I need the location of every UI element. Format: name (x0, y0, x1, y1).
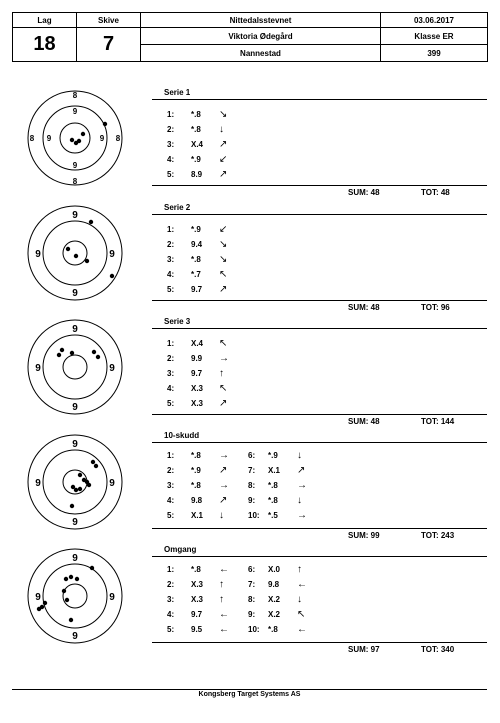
ring-label: 8 (29, 134, 35, 143)
series-total: TOT: 243 (421, 531, 455, 540)
shot-value: 9.8 (268, 580, 280, 589)
direction-arrow-icon: ↓ (297, 594, 302, 605)
series-total: TOT: 48 (421, 188, 450, 197)
ring-label: 9 (35, 592, 41, 603)
sum-divider (152, 185, 487, 186)
shot-number: 9: (248, 496, 256, 505)
event-date: 03.06.2017 (381, 13, 488, 28)
direction-arrow-icon: ↑ (219, 368, 224, 379)
ring-label: 9 (72, 439, 78, 450)
shot-hole (60, 348, 64, 352)
ring-label: 9 (35, 478, 41, 489)
shot-value: 9.5 (191, 625, 203, 634)
shot-value: *.8 (191, 255, 201, 264)
shot-value: 9.9 (191, 354, 203, 363)
shot-hole (110, 274, 114, 278)
direction-arrow-icon: ↙ (219, 224, 228, 235)
shot-number: 4: (167, 496, 175, 505)
shot-number: 8: (248, 481, 256, 490)
ring-label: 9 (72, 107, 78, 116)
shot-value: *.8 (268, 481, 278, 490)
direction-arrow-icon: ↙ (219, 154, 228, 165)
shot-number: 4: (167, 384, 175, 393)
shot-number: 5: (167, 285, 175, 294)
shot-number: 2: (167, 240, 175, 249)
shot-row (167, 609, 337, 621)
shot-value: *.8 (191, 565, 201, 574)
direction-arrow-icon: ← (219, 609, 229, 620)
shot-row (167, 450, 337, 462)
shot-hole (43, 601, 47, 605)
skive-label: Skive (77, 13, 141, 28)
shot-value: X.3 (191, 399, 204, 408)
event-name: Nittedalsstevnet (141, 13, 381, 28)
direction-arrow-icon: ↖ (219, 383, 228, 394)
series-title-underline (152, 556, 487, 557)
shot-row (167, 480, 337, 492)
shot-hole (66, 247, 70, 251)
ring-label: 9 (46, 134, 52, 143)
ring-label: 9 (72, 210, 78, 221)
skive-value: 7 (77, 28, 141, 62)
shot-hole (78, 473, 82, 477)
ring-label: 9 (72, 517, 78, 528)
footer-divider (12, 689, 487, 690)
ring-label: 9 (35, 363, 41, 374)
direction-arrow-icon: ↑ (297, 564, 302, 575)
shot-number: 6: (248, 565, 256, 574)
shot-number: 4: (167, 155, 175, 164)
direction-arrow-icon: ← (297, 624, 307, 635)
shot-hole (64, 577, 68, 581)
shot-number: 2: (167, 354, 175, 363)
shot-row (167, 564, 337, 576)
shot-value: X.4 (191, 140, 204, 149)
shot-number: 3: (167, 595, 175, 604)
series-title-underline (152, 328, 487, 329)
ring-label: 9 (109, 592, 115, 603)
shot-hole (81, 132, 85, 136)
direction-arrow-icon: ↗ (219, 169, 228, 180)
shot-number: 2: (167, 466, 175, 475)
shot-hole (87, 483, 91, 487)
direction-arrow-icon: → (297, 480, 307, 491)
shot-value: *.8 (191, 481, 201, 490)
shot-number: 6: (248, 451, 256, 460)
shooter-name: Viktoria Ødegård (141, 28, 381, 45)
shot-hole (89, 220, 93, 224)
ring-label: 9 (72, 553, 78, 564)
sum-divider (152, 528, 487, 529)
shot-value: 9.7 (191, 285, 203, 294)
shot-hole (69, 575, 73, 579)
shot-row (167, 495, 337, 507)
shot-hole (96, 355, 100, 359)
result-header (12, 12, 487, 61)
direction-arrow-icon: ↖ (297, 609, 306, 620)
direction-arrow-icon: ↓ (219, 510, 224, 521)
direction-arrow-icon: ↓ (219, 124, 224, 135)
shooter-club: Nannestad (141, 45, 381, 62)
shot-value: *.9 (268, 451, 278, 460)
series-total: TOT: 144 (421, 417, 455, 426)
shot-number: 5: (167, 625, 175, 634)
ring-label: 9 (72, 631, 78, 642)
shot-hole (70, 138, 74, 142)
ring-label: 9 (72, 161, 78, 170)
series-title: Serie 2 (164, 203, 191, 212)
shot-number: 1: (167, 110, 175, 119)
target-serie-1 (25, 88, 125, 188)
target-serie-2 (25, 203, 125, 303)
shot-number: 1: (167, 339, 175, 348)
series-block-10-skudd (152, 431, 487, 543)
shot-number: 1: (167, 565, 175, 574)
shot-number: 3: (167, 255, 175, 264)
target-omgang (25, 546, 125, 646)
direction-arrow-icon: → (219, 480, 229, 491)
direction-arrow-icon: ↗ (219, 398, 228, 409)
shot-hole (62, 589, 66, 593)
shot-hole (91, 460, 95, 464)
shot-row (167, 510, 337, 522)
target-10-skudd (25, 432, 125, 532)
ring-label: 9 (35, 249, 41, 260)
shot-row (167, 624, 337, 636)
shot-hole (74, 488, 78, 492)
direction-arrow-icon: ↘ (219, 239, 228, 250)
series-title-underline (152, 442, 487, 443)
shot-value: X.2 (268, 595, 281, 604)
series-title: 10-skudd (164, 431, 200, 440)
shot-row (167, 579, 337, 591)
ring-label: 9 (109, 363, 115, 374)
shot-value: *.7 (191, 270, 201, 279)
shot-hole (94, 464, 98, 468)
shot-number: 5: (167, 399, 175, 408)
series-total: TOT: 340 (421, 645, 455, 654)
direction-arrow-icon: ↓ (297, 495, 302, 506)
shot-hole (103, 122, 107, 126)
shot-number: 3: (167, 369, 175, 378)
shot-value: *.8 (191, 451, 201, 460)
direction-arrow-icon: ← (219, 564, 229, 575)
series-block-1 (152, 88, 487, 200)
shot-hole (85, 259, 89, 263)
shot-value: *.9 (191, 466, 201, 475)
shot-number: 8: (248, 595, 256, 604)
shot-value: 9.8 (191, 496, 203, 505)
ring-label: 8 (72, 91, 78, 100)
direction-arrow-icon: ↘ (219, 109, 228, 120)
shot-number: 3: (167, 140, 175, 149)
direction-arrow-icon: ↖ (219, 338, 228, 349)
lag-value: 18 (13, 28, 77, 62)
sum-divider (152, 300, 487, 301)
series-title-underline (152, 99, 487, 100)
shot-value: X.2 (268, 610, 281, 619)
series-sum: SUM: 48 (348, 303, 380, 312)
direction-arrow-icon: ↑ (219, 594, 224, 605)
direction-arrow-icon: ↗ (297, 465, 306, 476)
shot-number: 7: (248, 580, 256, 589)
direction-arrow-icon: → (219, 450, 229, 461)
shot-hole (78, 487, 82, 491)
series-sum: SUM: 97 (348, 645, 380, 654)
shot-number: 7: (248, 466, 256, 475)
shot-value: 8.9 (191, 170, 203, 179)
shot-row (167, 465, 337, 477)
shot-number: 5: (167, 511, 175, 520)
shot-value: 9.7 (191, 610, 203, 619)
direction-arrow-icon: ← (219, 624, 229, 635)
shot-number: 2: (167, 125, 175, 134)
shot-hole (37, 607, 41, 611)
sum-divider (152, 414, 487, 415)
series-block-3 (152, 317, 487, 429)
lag-label: Lag (13, 13, 77, 28)
direction-arrow-icon: ← (297, 579, 307, 590)
target-serie-3 (25, 317, 125, 417)
shot-number: 1: (167, 451, 175, 460)
ring-label: 9 (99, 134, 105, 143)
series-block-2 (152, 203, 487, 315)
direction-arrow-icon: → (219, 353, 229, 364)
shot-hole (70, 351, 74, 355)
shot-value: X.0 (268, 565, 281, 574)
shot-number: 10: (248, 625, 260, 634)
shot-value: *.5 (268, 511, 278, 520)
shot-number: 4: (167, 270, 175, 279)
series-title: Serie 3 (164, 317, 191, 326)
direction-arrow-icon: → (297, 510, 307, 521)
shot-hole (90, 566, 94, 570)
shot-value: X.3 (191, 384, 204, 393)
direction-arrow-icon: ↘ (219, 254, 228, 265)
shot-hole (70, 504, 74, 508)
shot-number: 1: (167, 225, 175, 234)
series-block-omgang (152, 545, 487, 657)
series-total: TOT: 96 (421, 303, 450, 312)
direction-arrow-icon: ↑ (219, 579, 224, 590)
shot-hole (75, 577, 79, 581)
shot-hole (92, 350, 96, 354)
shot-value: 9.7 (191, 369, 203, 378)
direction-arrow-icon: ↗ (219, 495, 228, 506)
series-title: Serie 1 (164, 88, 191, 97)
shot-hole (77, 139, 81, 143)
shot-hole (74, 254, 78, 258)
shooter-class: Klasse ER (381, 28, 488, 45)
ring-label: 9 (72, 324, 78, 335)
ring-label: 9 (109, 249, 115, 260)
shot-number: 9: (248, 610, 256, 619)
shot-value: *.8 (268, 625, 278, 634)
ring-label: 8 (115, 134, 121, 143)
series-title-underline (152, 214, 487, 215)
shot-value: *.9 (191, 225, 201, 234)
direction-arrow-icon: ↗ (219, 139, 228, 150)
shot-number: 10: (248, 511, 260, 520)
direction-arrow-icon: ↖ (219, 269, 228, 280)
series-sum: SUM: 99 (348, 531, 380, 540)
shot-value: X.3 (191, 580, 204, 589)
ring-label: 9 (72, 288, 78, 299)
direction-arrow-icon: ↗ (219, 284, 228, 295)
series-title: Omgang (164, 545, 197, 554)
ring-label: 9 (72, 402, 78, 413)
ring-label: 8 (72, 177, 78, 186)
shot-value: X.1 (191, 511, 204, 520)
shot-value: *.9 (191, 155, 201, 164)
shot-value: X.3 (191, 595, 204, 604)
shot-value: *.8 (191, 110, 201, 119)
shot-row (167, 594, 337, 606)
shot-value: *.8 (268, 496, 278, 505)
shot-hole (69, 618, 73, 622)
shot-hole (65, 598, 69, 602)
shot-number: 4: (167, 610, 175, 619)
shot-number: 5: (167, 170, 175, 179)
shot-value: X.4 (191, 339, 204, 348)
series-sum: SUM: 48 (348, 188, 380, 197)
sum-divider (152, 642, 487, 643)
ring-label: 9 (109, 478, 115, 489)
direction-arrow-icon: ↓ (297, 450, 302, 461)
shot-hole (57, 353, 61, 357)
shot-value: *.8 (191, 125, 201, 134)
footer-company: Kongsberg Target Systems AS (198, 691, 301, 698)
shot-number: 2: (167, 580, 175, 589)
shot-number: 3: (167, 481, 175, 490)
shot-value: 9.4 (191, 240, 203, 249)
total-score: 399 (381, 45, 488, 62)
shot-value: X.1 (268, 466, 281, 475)
series-sum: SUM: 48 (348, 417, 380, 426)
direction-arrow-icon: ↗ (219, 465, 228, 476)
